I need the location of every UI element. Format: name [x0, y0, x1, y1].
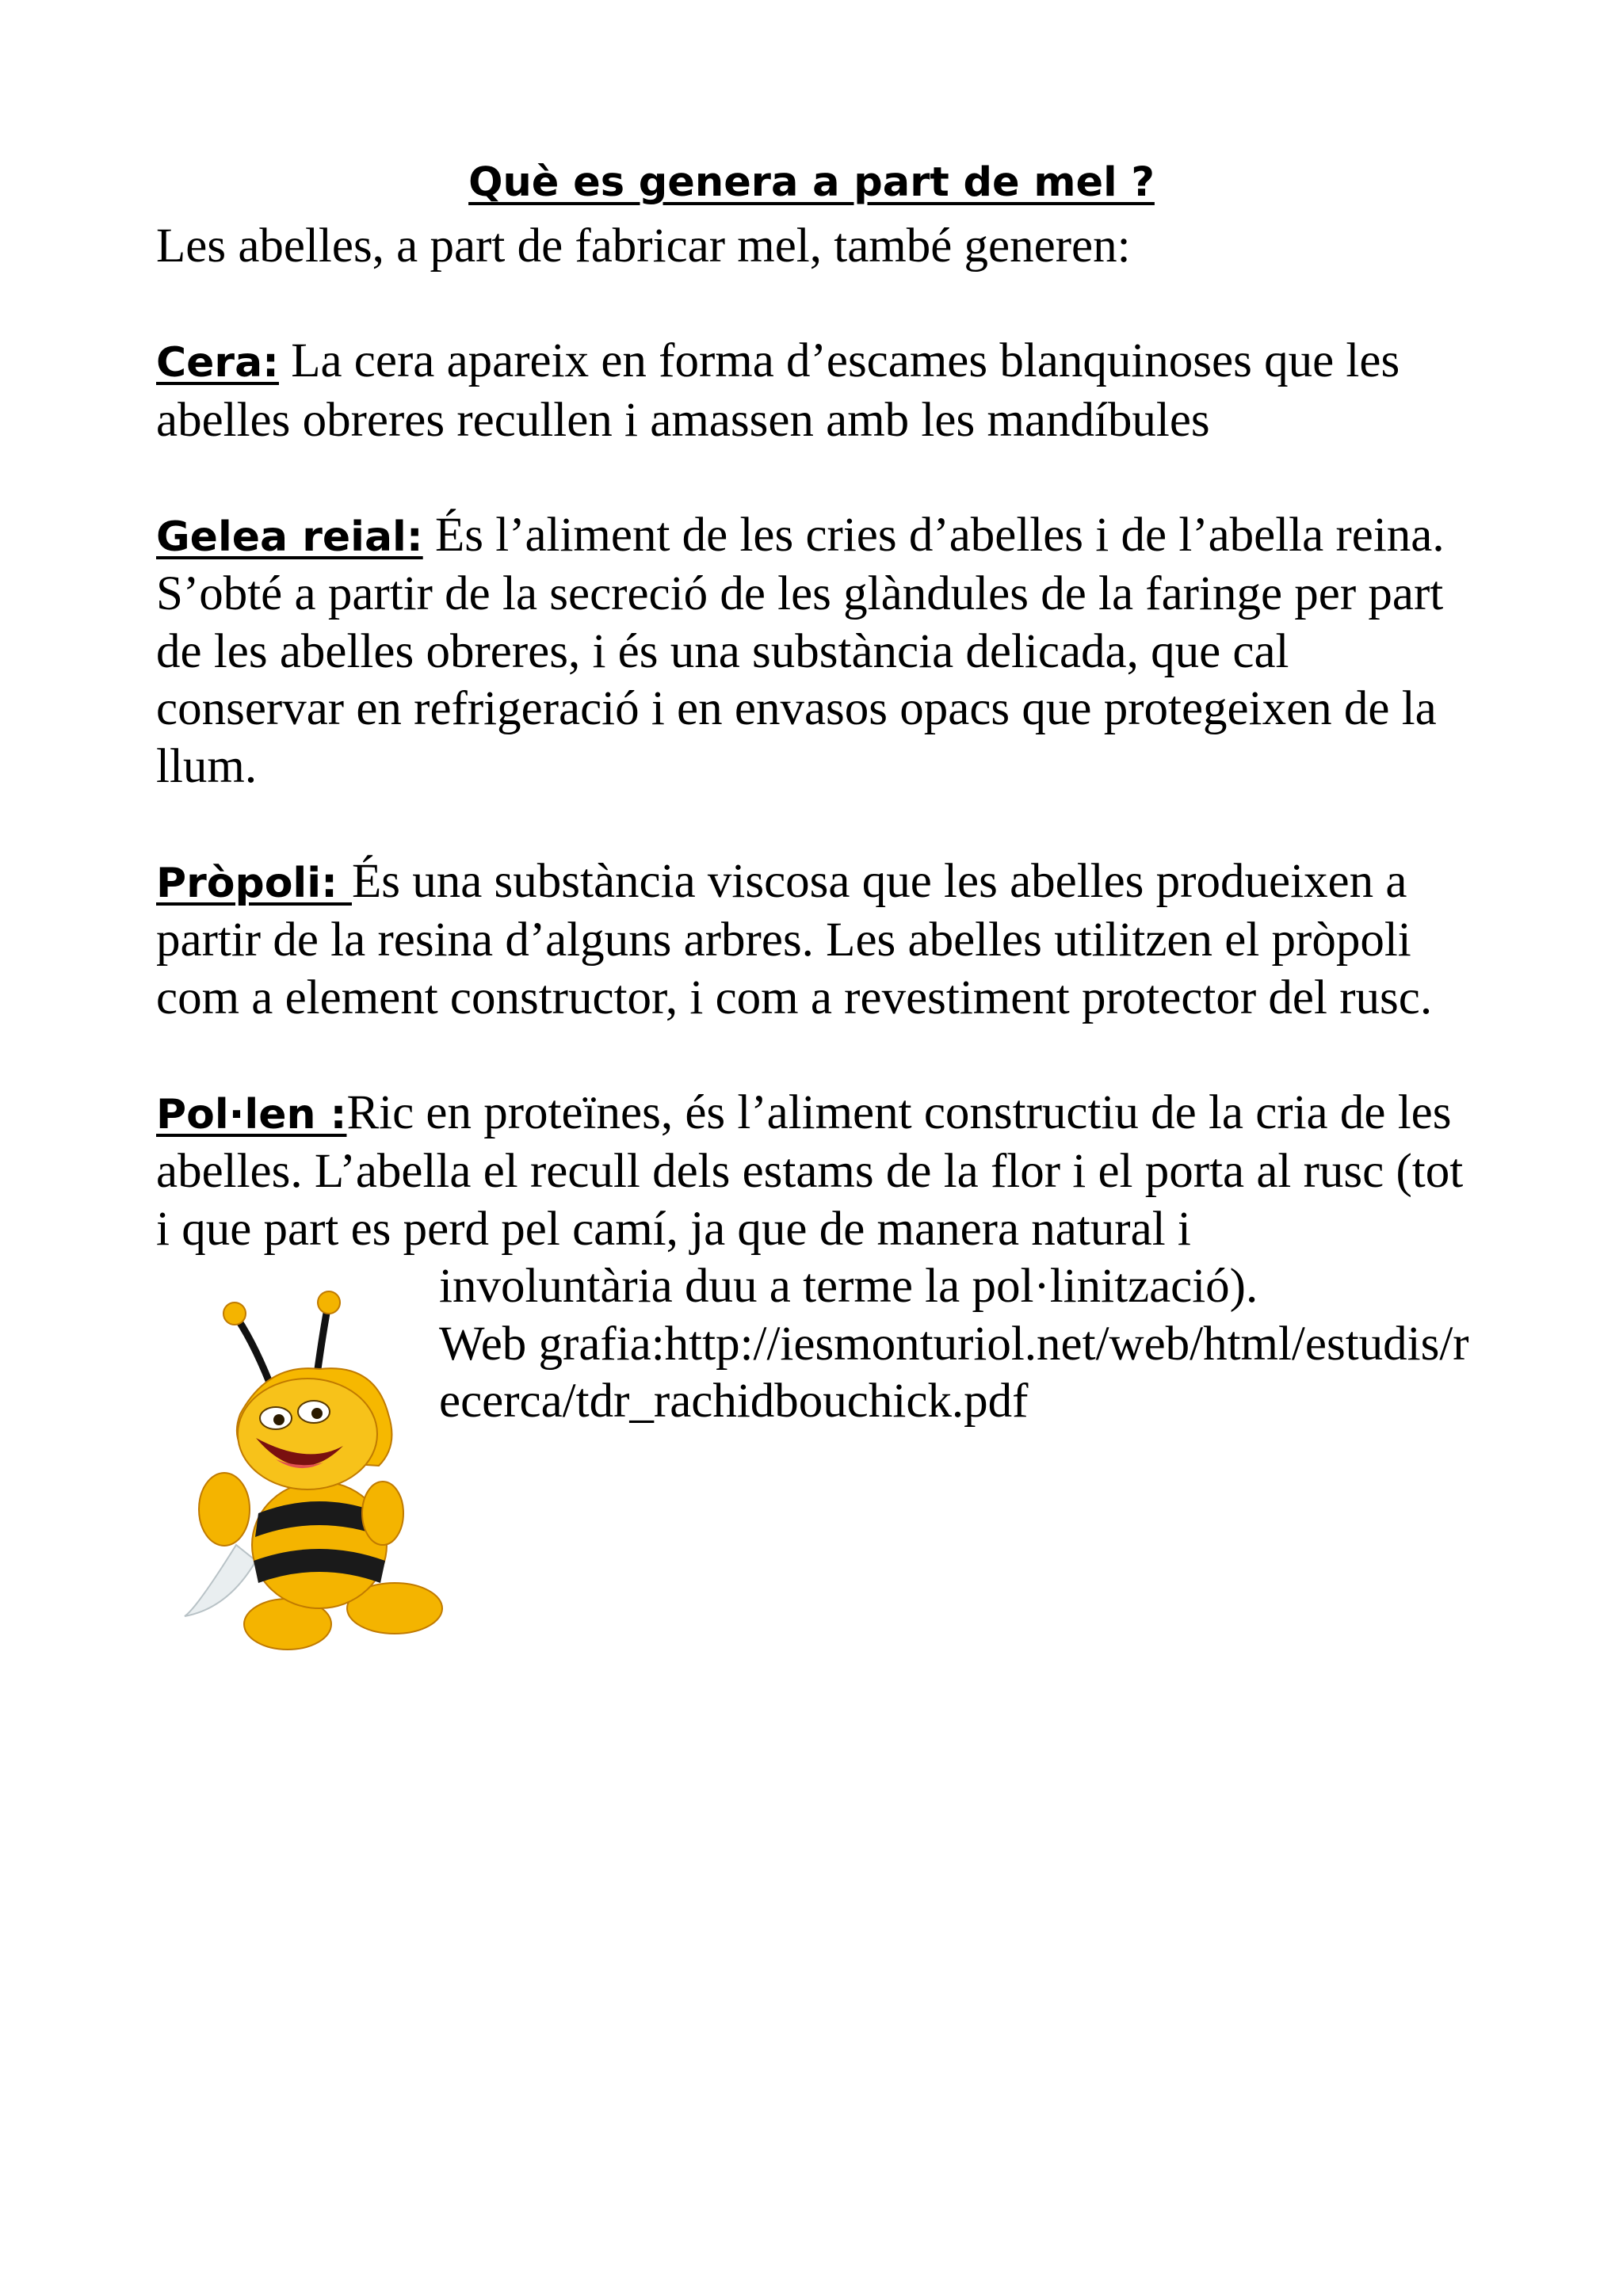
- term-description: Ric en proteïnes, és l’aliment constructiu de la cria de les abelles. L’abella el recull dels estams de la flor i el porta al rusc (tot i que part es perd pel camí, ja que de manera natural i: [156, 1085, 1464, 1256]
- term-label: Pròpoli:: [156, 859, 352, 907]
- term-description: La cera apareix en forma d’escames blanquinoses que les abelles obreres recullen i amassen amb les mandíbules: [156, 334, 1400, 447]
- page-title: Què es genera a part de mel ?: [468, 159, 1155, 206]
- term-label: Gelea reial:: [156, 513, 423, 561]
- webgrafia: Web grafia:http://iesmonturiol.net/web/html/estudis/recerca/tdr_rachidbouchick.pdf: [439, 1317, 1469, 1428]
- term-label: Cera:: [156, 339, 279, 387]
- term-description: És l’aliment de les cries d’abelles i de l’abella reina. S’obté a partir de la secreció de les glàndules de la faringe per part de les abelles obreres, i és una substància delicada, que cal conservar en refrigeració i en envasos opacs que protegeixen de la llum.: [156, 508, 1445, 793]
- section-cera: [156, 333, 1487, 449]
- section-gelea-reial: [156, 507, 1487, 796]
- term-description: És una substància viscosa que les abelles produeixen a partir de la resina d’alguns arbres. Les abelles utilitzen el pròpoli com a element constructor, i com a revestiment protector del rusc.: [156, 854, 1433, 1024]
- term-label: Pol·len :: [156, 1090, 347, 1138]
- section-pollen: [156, 1085, 1487, 1259]
- section-propoli: [156, 853, 1487, 1028]
- bee-icon: [181, 1276, 450, 1656]
- pollen-continuation: involuntària duu a terme la pol·linització).: [439, 1260, 1258, 1313]
- intro-paragraph: Les abelles, a part de fabricar mel, també generen:: [156, 219, 1131, 273]
- document-body: [156, 218, 1487, 1431]
